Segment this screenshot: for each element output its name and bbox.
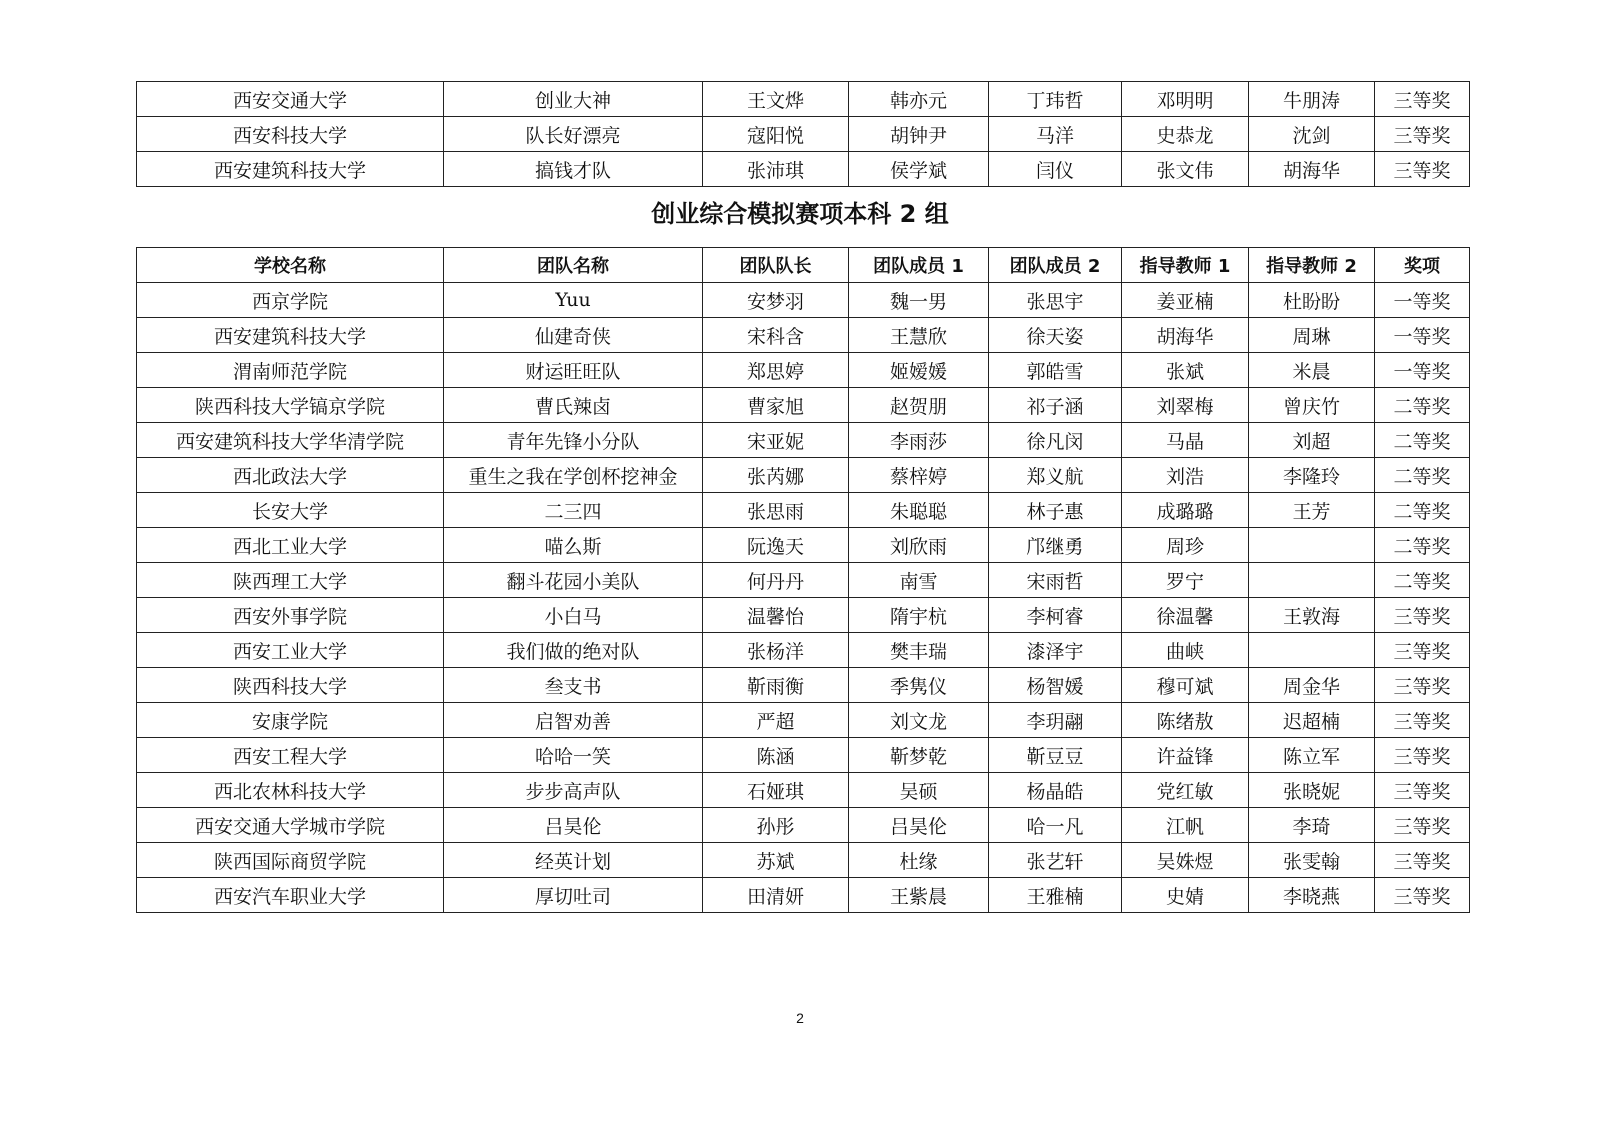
table-cell: 寇阳悦 (703, 117, 849, 152)
table-cell: 吕昊伦 (849, 808, 989, 843)
table-cell: 一等奖 (1375, 283, 1470, 318)
table-row (137, 152, 1470, 187)
table-cell: 胡海华 (1249, 152, 1375, 187)
header-row (137, 248, 1470, 283)
table-row (137, 423, 1470, 458)
table-cell: 温馨怡 (703, 598, 849, 633)
table-cell: 王紫晨 (849, 878, 989, 913)
table-cell: 苏斌 (703, 843, 849, 878)
table-cell: 刘超 (1249, 423, 1375, 458)
table-row (137, 458, 1470, 493)
table-row (137, 353, 1470, 388)
table-cell: 徐凡闵 (989, 423, 1122, 458)
table-cell: 李玥翮 (989, 703, 1122, 738)
table-cell: 三等奖 (1375, 738, 1470, 773)
table-cell: 西安交通大学 (137, 82, 444, 117)
table-cell: 党红敏 (1122, 773, 1249, 808)
table-cell: 李晓燕 (1249, 878, 1375, 913)
table-cell: 郑思婷 (703, 353, 849, 388)
table-cell: 徐天姿 (989, 318, 1122, 353)
table-cell: 宋雨哲 (989, 563, 1122, 598)
table-cell: 张雯翰 (1249, 843, 1375, 878)
top-results-table (136, 81, 1470, 187)
table-cell: 西安建筑科技大学华清学院 (137, 423, 444, 458)
table-cell: 西安工业大学 (137, 633, 444, 668)
table-cell: 闫仪 (989, 152, 1122, 187)
table-cell: 陈绪敖 (1122, 703, 1249, 738)
table-cell: 西安外事学院 (137, 598, 444, 633)
table-cell: 祁子涵 (989, 388, 1122, 423)
table-cell: 马晶 (1122, 423, 1249, 458)
table-cell: 周珍 (1122, 528, 1249, 563)
table-cell: 曹氏辣卤 (444, 388, 703, 423)
table-cell: 何丹丹 (703, 563, 849, 598)
table-cell: 二等奖 (1375, 563, 1470, 598)
table-cell: 沈剑 (1249, 117, 1375, 152)
section-title: 创业综合模拟赛项本科 2 组 (651, 200, 949, 228)
table-cell: 搞钱才队 (444, 152, 703, 187)
table-cell: 陕西科技大学 (137, 668, 444, 703)
table-cell: 曾庆竹 (1249, 388, 1375, 423)
table-cell: 邓明明 (1122, 82, 1249, 117)
table-cell: 西安工程大学 (137, 738, 444, 773)
table-cell: 李琦 (1249, 808, 1375, 843)
table-cell: 吕昊伦 (444, 808, 703, 843)
table-cell: 三等奖 (1375, 773, 1470, 808)
table-cell: 郑义航 (989, 458, 1122, 493)
table-cell: 刘欣雨 (849, 528, 989, 563)
table-cell: 启智劝善 (444, 703, 703, 738)
results-table (136, 247, 1470, 913)
table-cell: 创业大神 (444, 82, 703, 117)
table-cell: 西安建筑科技大学 (137, 152, 444, 187)
table-cell: 江帆 (1122, 808, 1249, 843)
table-cell: 姬嫒媛 (849, 353, 989, 388)
table-cell: 张思雨 (703, 493, 849, 528)
table-cell: 三等奖 (1375, 117, 1470, 152)
table-cell: 孙彤 (703, 808, 849, 843)
table-body (137, 283, 1470, 913)
table-cell: 李柯睿 (989, 598, 1122, 633)
table-cell: 刘浩 (1122, 458, 1249, 493)
table-cell: 林子惠 (989, 493, 1122, 528)
table-cell: 叁支书 (444, 668, 703, 703)
table-cell: 哈哈一笑 (444, 738, 703, 773)
table-cell: 刘翠梅 (1122, 388, 1249, 423)
table-cell: 杨智媛 (989, 668, 1122, 703)
table-cell: 二等奖 (1375, 458, 1470, 493)
table-cell: 陕西理工大学 (137, 563, 444, 598)
table-cell (1249, 528, 1375, 563)
table-cell: 邝继勇 (989, 528, 1122, 563)
table-cell: 三等奖 (1375, 878, 1470, 913)
table-cell: 许益锋 (1122, 738, 1249, 773)
table-cell: 陕西科技大学镐京学院 (137, 388, 444, 423)
table-row (137, 878, 1470, 913)
table-cell: 成璐璐 (1122, 493, 1249, 528)
table-cell: 蔡梓婷 (849, 458, 989, 493)
table-cell: 周琳 (1249, 318, 1375, 353)
table-cell: 李隆玲 (1249, 458, 1375, 493)
table-cell: 漆泽宇 (989, 633, 1122, 668)
table-cell: 重生之我在学创杯挖神金 (444, 458, 703, 493)
table-cell: 史恭龙 (1122, 117, 1249, 152)
column-header: 奖项 (1375, 248, 1470, 283)
table-cell: 哈一凡 (989, 808, 1122, 843)
table-row (137, 738, 1470, 773)
table-cell: 周金华 (1249, 668, 1375, 703)
table-cell: 一等奖 (1375, 353, 1470, 388)
table-cell: Yuu (444, 283, 703, 318)
table-row (137, 563, 1470, 598)
table-cell: 张沛琪 (703, 152, 849, 187)
table-cell: 靳雨衡 (703, 668, 849, 703)
table-cell: 张文伟 (1122, 152, 1249, 187)
table-cell: 季隽仪 (849, 668, 989, 703)
table-cell: 靳豆豆 (989, 738, 1122, 773)
table-row (137, 388, 1470, 423)
table-cell: 郭皓雪 (989, 353, 1122, 388)
table-cell: 翻斗花园小美队 (444, 563, 703, 598)
top-table-body (137, 82, 1470, 187)
table-row (137, 283, 1470, 318)
table-cell: 吴硕 (849, 773, 989, 808)
table-cell: 米晨 (1249, 353, 1375, 388)
table-row (137, 843, 1470, 878)
table-cell: 长安大学 (137, 493, 444, 528)
table-cell: 石娅琪 (703, 773, 849, 808)
table-cell: 朱聪聪 (849, 493, 989, 528)
table-cell: 二三四 (444, 493, 703, 528)
table-cell: 张芮娜 (703, 458, 849, 493)
table-cell: 财运旺旺队 (444, 353, 703, 388)
table-cell: 西安建筑科技大学 (137, 318, 444, 353)
table-cell: 王敦海 (1249, 598, 1375, 633)
table-cell: 刘文龙 (849, 703, 989, 738)
table-cell: 胡海华 (1122, 318, 1249, 353)
table-cell: 西北政法大学 (137, 458, 444, 493)
column-header: 学校名称 (137, 248, 444, 283)
table-cell: 王慧欣 (849, 318, 989, 353)
table-cell: 三等奖 (1375, 843, 1470, 878)
table-row (137, 82, 1470, 117)
table-cell: 韩亦元 (849, 82, 989, 117)
table-row (137, 117, 1470, 152)
table-cell: 王芳 (1249, 493, 1375, 528)
table-cell: 张杨洋 (703, 633, 849, 668)
table-cell: 姜亚楠 (1122, 283, 1249, 318)
table-cell: 队长好漂亮 (444, 117, 703, 152)
table-header (137, 248, 1470, 283)
table-cell: 三等奖 (1375, 633, 1470, 668)
table-cell: 曲峡 (1122, 633, 1249, 668)
table-cell: 二等奖 (1375, 388, 1470, 423)
table-cell: 陕西国际商贸学院 (137, 843, 444, 878)
page-number: 2 (796, 1010, 804, 1026)
table-cell: 田清妍 (703, 878, 849, 913)
table-cell: 王文烨 (703, 82, 849, 117)
table-cell: 曹家旭 (703, 388, 849, 423)
table-cell: 李雨莎 (849, 423, 989, 458)
table-cell: 我们做的绝对队 (444, 633, 703, 668)
table-cell: 徐温馨 (1122, 598, 1249, 633)
table-cell: 二等奖 (1375, 528, 1470, 563)
table-row (137, 773, 1470, 808)
table-cell: 樊丰瑞 (849, 633, 989, 668)
table-cell: 宋科含 (703, 318, 849, 353)
table-cell: 侯学斌 (849, 152, 989, 187)
table-cell: 靳梦乾 (849, 738, 989, 773)
table-cell: 安康学院 (137, 703, 444, 738)
table-cell: 西北工业大学 (137, 528, 444, 563)
column-header: 团队成员 2 (989, 248, 1122, 283)
table-cell: 西北农林科技大学 (137, 773, 444, 808)
table-cell: 牛朋涛 (1249, 82, 1375, 117)
table-cell: 迟超楠 (1249, 703, 1375, 738)
table-cell: 赵贺朋 (849, 388, 989, 423)
table-cell: 陈立军 (1249, 738, 1375, 773)
table-cell: 二等奖 (1375, 493, 1470, 528)
table-row (137, 318, 1470, 353)
table-cell: 穆可斌 (1122, 668, 1249, 703)
table-cell: 魏一男 (849, 283, 989, 318)
table-cell: 吴姝煜 (1122, 843, 1249, 878)
table-row (137, 633, 1470, 668)
table-cell: 张斌 (1122, 353, 1249, 388)
table-cell: 隋宇杭 (849, 598, 989, 633)
table-row (137, 703, 1470, 738)
table-row (137, 493, 1470, 528)
table-cell: 三等奖 (1375, 598, 1470, 633)
table-cell: 杜缘 (849, 843, 989, 878)
column-header: 团队名称 (444, 248, 703, 283)
table-cell: 严超 (703, 703, 849, 738)
column-header: 指导教师 2 (1249, 248, 1375, 283)
table-cell: 胡钟尹 (849, 117, 989, 152)
table-cell: 陈涵 (703, 738, 849, 773)
table-cell: 三等奖 (1375, 808, 1470, 843)
table-row (137, 668, 1470, 703)
table-cell: 西安汽车职业大学 (137, 878, 444, 913)
table-cell: 仙建奇侠 (444, 318, 703, 353)
column-header: 团队成员 1 (849, 248, 989, 283)
table-cell (1249, 633, 1375, 668)
table-row (137, 528, 1470, 563)
table-cell (1249, 563, 1375, 598)
table-cell: 厚切吐司 (444, 878, 703, 913)
table-cell: 西京学院 (137, 283, 444, 318)
table-cell: 安梦羽 (703, 283, 849, 318)
column-header: 指导教师 1 (1122, 248, 1249, 283)
table-row (137, 808, 1470, 843)
table-cell: 三等奖 (1375, 82, 1470, 117)
table-cell: 步步高声队 (444, 773, 703, 808)
table-cell: 丁玮哲 (989, 82, 1122, 117)
table-cell: 青年先锋小分队 (444, 423, 703, 458)
table-cell: 渭南师范学院 (137, 353, 444, 388)
table-cell: 三等奖 (1375, 703, 1470, 738)
table-cell: 一等奖 (1375, 318, 1470, 353)
table-cell: 小白马 (444, 598, 703, 633)
table-row (137, 598, 1470, 633)
table-cell: 罗宁 (1122, 563, 1249, 598)
table-cell: 阮逸天 (703, 528, 849, 563)
table-cell: 张思宇 (989, 283, 1122, 318)
table-cell: 张晓妮 (1249, 773, 1375, 808)
table-cell: 西安交通大学城市学院 (137, 808, 444, 843)
table-cell: 三等奖 (1375, 668, 1470, 703)
table-cell: 经英计划 (444, 843, 703, 878)
table-cell: 王雅楠 (989, 878, 1122, 913)
table-cell: 马洋 (989, 117, 1122, 152)
column-header: 团队队长 (703, 248, 849, 283)
table-cell: 张艺轩 (989, 843, 1122, 878)
table-cell: 杨晶皓 (989, 773, 1122, 808)
table-cell: 二等奖 (1375, 423, 1470, 458)
table-cell: 宋亚妮 (703, 423, 849, 458)
table-cell: 史婧 (1122, 878, 1249, 913)
table-cell: 杜盼盼 (1249, 283, 1375, 318)
table-cell: 南雪 (849, 563, 989, 598)
table-cell: 喵么斯 (444, 528, 703, 563)
table-cell: 西安科技大学 (137, 117, 444, 152)
table-cell: 三等奖 (1375, 152, 1470, 187)
